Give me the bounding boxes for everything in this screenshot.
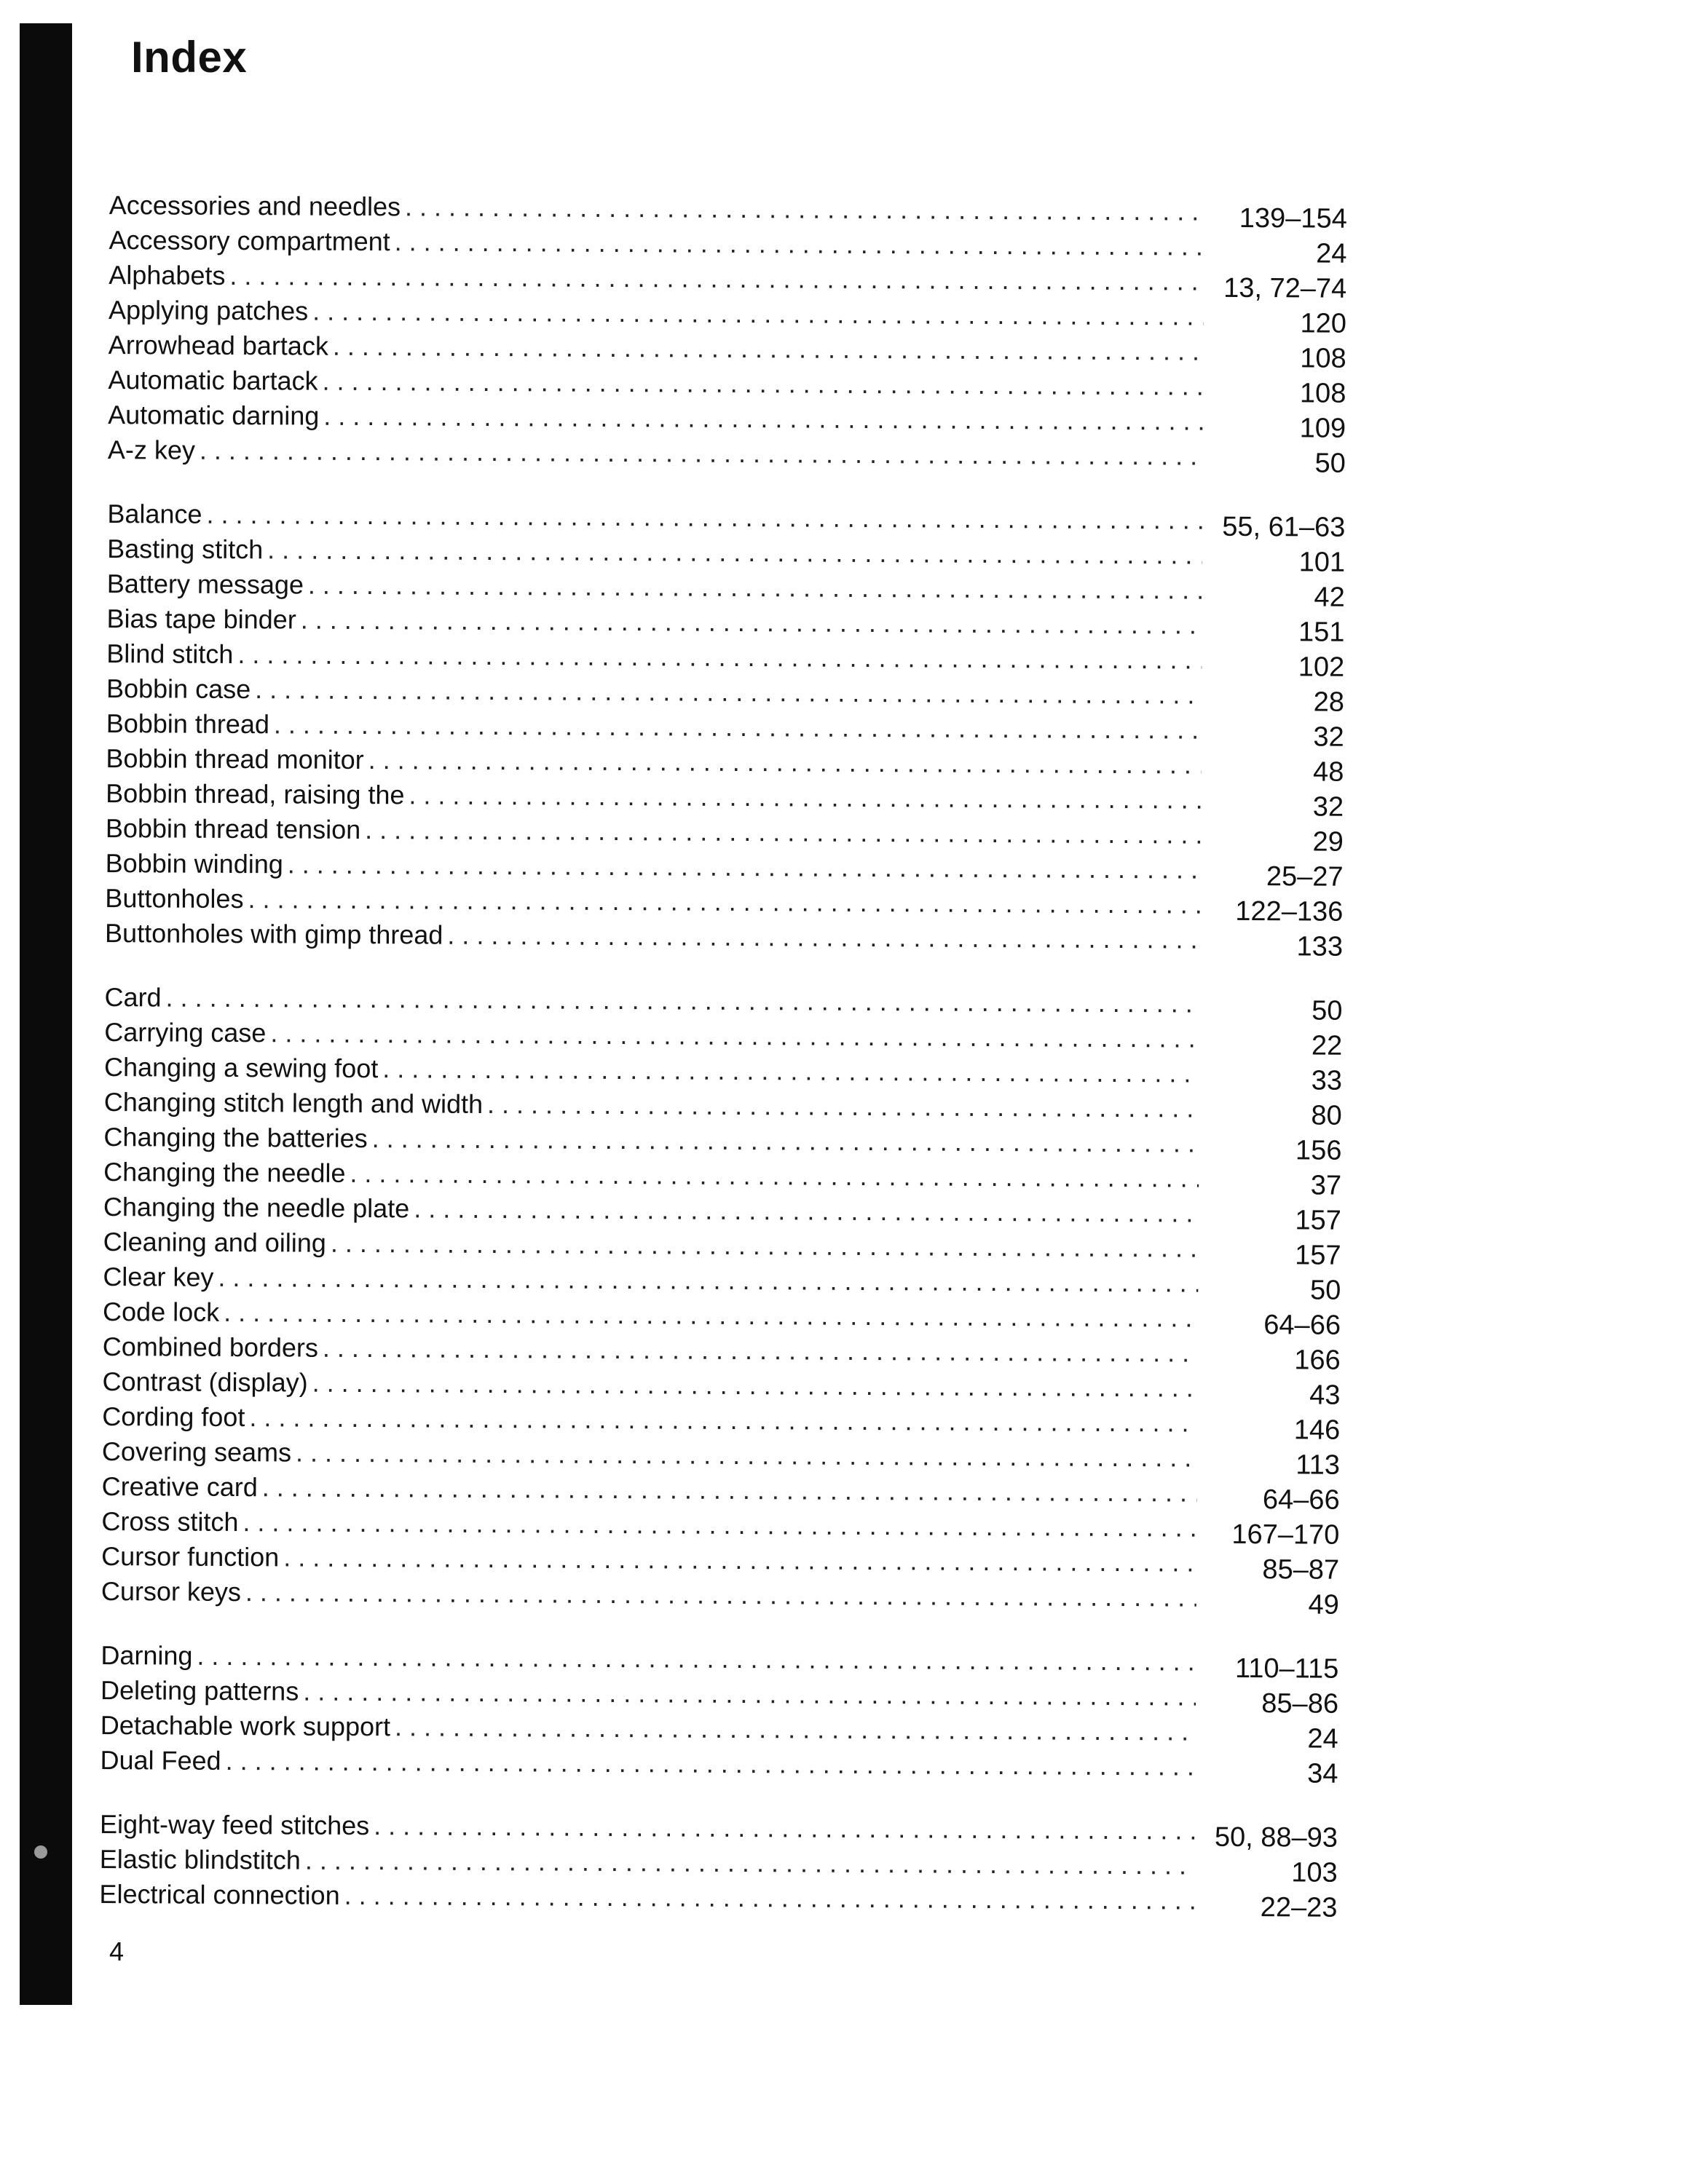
entry-term: Card xyxy=(104,981,162,1013)
entry-term: Electrical connection xyxy=(99,1878,340,1910)
entry-page-numbers: 50 xyxy=(1312,995,1343,1026)
entry-page-numbers: 28 xyxy=(1313,687,1345,718)
entry-term: Automatic darning xyxy=(108,399,320,431)
binding-edge-bar xyxy=(20,23,72,2005)
entry-term: Balance xyxy=(107,498,202,529)
entry-page-numbers: 108 xyxy=(1300,343,1346,374)
page-title: Index xyxy=(131,33,248,82)
entry-page-numbers: 64–66 xyxy=(1263,1310,1341,1341)
dot-leader xyxy=(200,433,1203,474)
entry-term: Deleting patterns xyxy=(100,1674,299,1706)
entry-page-numbers: 50 xyxy=(1309,1275,1341,1306)
entry-term: Bobbin thread monitor xyxy=(106,743,364,775)
dot-leader xyxy=(312,1366,1198,1406)
dot-leader xyxy=(323,1331,1198,1371)
dot-leader xyxy=(382,1051,1199,1091)
entry-page-numbers: 64–66 xyxy=(1262,1484,1340,1516)
dot-leader xyxy=(447,918,1200,957)
index-group-b xyxy=(104,496,1346,962)
dot-leader xyxy=(305,1843,1195,1883)
entry-term: Darning xyxy=(100,1639,193,1671)
dot-leader xyxy=(372,1121,1199,1161)
entry-page-numbers: 110–115 xyxy=(1234,1653,1339,1685)
dot-leader xyxy=(224,1295,1198,1336)
dot-leader xyxy=(331,1226,1199,1266)
entry-page-numbers: 80 xyxy=(1311,1100,1342,1131)
dot-leader xyxy=(374,1808,1195,1848)
entry-term: Detachable work support xyxy=(100,1709,391,1742)
entry-term: Carrying case xyxy=(104,1016,267,1048)
index-entry xyxy=(107,432,1346,479)
index-entry xyxy=(100,1743,1338,1789)
dot-leader xyxy=(274,707,1202,747)
entry-page-numbers: 49 xyxy=(1308,1589,1339,1621)
dot-leader xyxy=(270,1016,1199,1056)
entry-page-numbers: 37 xyxy=(1310,1170,1342,1201)
entry-page-numbers: 85–86 xyxy=(1261,1688,1339,1720)
entry-page-numbers: 151 xyxy=(1298,617,1345,648)
dot-leader xyxy=(350,1156,1199,1196)
index-group-c xyxy=(100,980,1343,1621)
entry-page-numbers: 13, 72–74 xyxy=(1223,272,1347,304)
entry-page-numbers: 167–170 xyxy=(1231,1519,1340,1551)
entry-page-numbers: 166 xyxy=(1294,1345,1341,1376)
dot-leader xyxy=(344,1878,1195,1918)
dot-leader xyxy=(248,882,1200,922)
entry-page-numbers: 122–136 xyxy=(1235,895,1344,927)
dot-leader xyxy=(288,847,1201,887)
entry-term: Cross stitch xyxy=(101,1506,239,1538)
entry-term: Creative card xyxy=(101,1471,258,1503)
entry-term: Bobbin case xyxy=(106,673,251,705)
dot-leader xyxy=(206,497,1202,538)
entry-page-numbers: 33 xyxy=(1311,1065,1343,1096)
entry-term: Alphabets xyxy=(109,259,226,290)
entry-page-numbers: 113 xyxy=(1295,1449,1341,1481)
entry-page-numbers: 102 xyxy=(1298,652,1345,683)
entry-page-numbers: 48 xyxy=(1313,756,1344,788)
entry-term: Battery message xyxy=(106,568,304,600)
dot-leader xyxy=(487,1087,1199,1126)
index-entry xyxy=(100,1574,1339,1621)
index-list xyxy=(99,188,1347,1948)
entry-term: Buttonholes with gimp thread xyxy=(104,917,443,950)
entry-page-numbers: 50 xyxy=(1314,448,1346,479)
dot-leader xyxy=(333,329,1204,369)
entry-term: Bobbin thread xyxy=(106,708,270,740)
entry-term: Covering seams xyxy=(101,1436,292,1468)
entry-term: Combined borders xyxy=(102,1331,319,1363)
dot-leader xyxy=(226,1744,1196,1784)
entry-term: Basting stitch xyxy=(107,533,264,565)
entry-term: Bobbin thread tension xyxy=(105,812,361,845)
entry-page-numbers: 29 xyxy=(1312,826,1344,858)
dot-leader xyxy=(365,812,1201,852)
dot-leader xyxy=(368,743,1202,783)
dot-leader xyxy=(405,189,1204,229)
entry-term: Changing stitch length and width xyxy=(103,1086,484,1119)
entry-page-numbers: 133 xyxy=(1296,931,1344,962)
entry-page-numbers: 24 xyxy=(1307,1723,1338,1754)
entry-page-numbers: 85–87 xyxy=(1262,1554,1340,1586)
dot-leader xyxy=(197,1639,1196,1679)
entry-term: Elastic blindstitch xyxy=(99,1843,301,1875)
entry-term: Changing a sewing foot xyxy=(103,1051,379,1084)
entry-page-numbers: 120 xyxy=(1300,308,1347,339)
entry-term: Dual Feed xyxy=(100,1744,221,1776)
entry-term: Clear key xyxy=(103,1261,214,1292)
index-group-e xyxy=(99,1807,1338,1923)
entry-term: Cursor function xyxy=(101,1540,280,1572)
entry-page-numbers: 32 xyxy=(1312,791,1344,823)
scan-mark xyxy=(34,1845,47,1859)
entry-term: Cursor keys xyxy=(100,1575,242,1607)
index-group-d xyxy=(100,1638,1339,1789)
entry-page-numbers: 32 xyxy=(1313,721,1344,753)
entry-term: Cleaning and oiling xyxy=(103,1226,327,1258)
dot-leader xyxy=(283,1540,1196,1580)
entry-term: Code lock xyxy=(102,1296,220,1327)
entry-term: A-z key xyxy=(107,434,196,465)
entry-page-numbers: 109 xyxy=(1299,413,1346,444)
dot-leader xyxy=(242,1505,1196,1546)
dot-leader xyxy=(267,532,1202,572)
entry-term: Changing the needle plate xyxy=(103,1191,410,1224)
entry-page-numbers: 24 xyxy=(1316,238,1347,269)
dot-leader xyxy=(249,1400,1197,1440)
entry-term: Cording foot xyxy=(102,1401,245,1433)
dot-leader xyxy=(303,1674,1196,1714)
entry-page-numbers: 157 xyxy=(1295,1205,1341,1236)
dot-leader xyxy=(296,1436,1197,1476)
entry-page-numbers: 157 xyxy=(1295,1240,1341,1271)
dot-leader xyxy=(395,224,1204,264)
entry-term: Accessories and needles xyxy=(109,189,401,222)
entry-term: Eight-way feed stitches xyxy=(99,1808,370,1841)
entry-term: Blind stitch xyxy=(106,638,234,669)
dot-leader xyxy=(262,1470,1197,1510)
index-entry xyxy=(104,916,1344,962)
dot-leader xyxy=(308,568,1202,608)
dot-leader xyxy=(218,1260,1198,1301)
dot-leader xyxy=(409,778,1201,817)
entry-term: Bias tape binder xyxy=(106,603,296,635)
entry-term: Arrowhead bartack xyxy=(108,329,329,361)
entry-page-numbers: 156 xyxy=(1295,1135,1342,1166)
dot-leader xyxy=(165,980,1199,1021)
dot-leader xyxy=(414,1191,1199,1230)
index-entry xyxy=(99,1877,1338,1923)
entry-page-numbers: 103 xyxy=(1291,1857,1338,1888)
entry-term: Accessory compartment xyxy=(109,224,390,257)
entry-page-numbers: 43 xyxy=(1309,1380,1341,1411)
entry-term: Changing the needle xyxy=(103,1156,346,1188)
entry-page-numbers: 55, 61–63 xyxy=(1222,511,1346,543)
dot-leader xyxy=(255,672,1202,712)
dot-leader xyxy=(323,399,1203,439)
dot-leader xyxy=(312,294,1204,334)
entry-term: Contrast (display) xyxy=(102,1366,308,1398)
entry-term: Bobbin thread, raising the xyxy=(106,778,405,810)
entry-page-numbers: 108 xyxy=(1299,378,1346,409)
index-group-a xyxy=(107,188,1347,479)
dot-leader xyxy=(229,258,1204,299)
entry-page-numbers: 139–154 xyxy=(1239,202,1347,234)
entry-page-numbers: 146 xyxy=(1293,1415,1341,1446)
entry-term: Automatic bartack xyxy=(108,364,318,396)
dot-leader xyxy=(237,637,1202,678)
dot-leader xyxy=(301,603,1202,643)
entry-page-numbers: 22–23 xyxy=(1260,1892,1338,1923)
entry-term: Buttonholes xyxy=(105,882,244,914)
entry-page-numbers: 101 xyxy=(1298,547,1346,578)
entry-term: Bobbin winding xyxy=(105,847,283,879)
entry-page-numbers: 50, 88–93 xyxy=(1214,1821,1338,1853)
dot-leader xyxy=(395,1709,1196,1749)
page-number: 4 xyxy=(109,1936,125,1966)
dot-leader xyxy=(245,1575,1196,1615)
entry-page-numbers: 22 xyxy=(1311,1030,1343,1061)
entry-page-numbers: 42 xyxy=(1314,582,1345,613)
entry-term: Applying patches xyxy=(108,294,309,326)
entry-term: Changing the batteries xyxy=(103,1121,368,1154)
entry-page-numbers: 25–27 xyxy=(1266,861,1344,893)
dot-leader xyxy=(322,364,1203,404)
entry-page-numbers: 34 xyxy=(1307,1758,1338,1789)
